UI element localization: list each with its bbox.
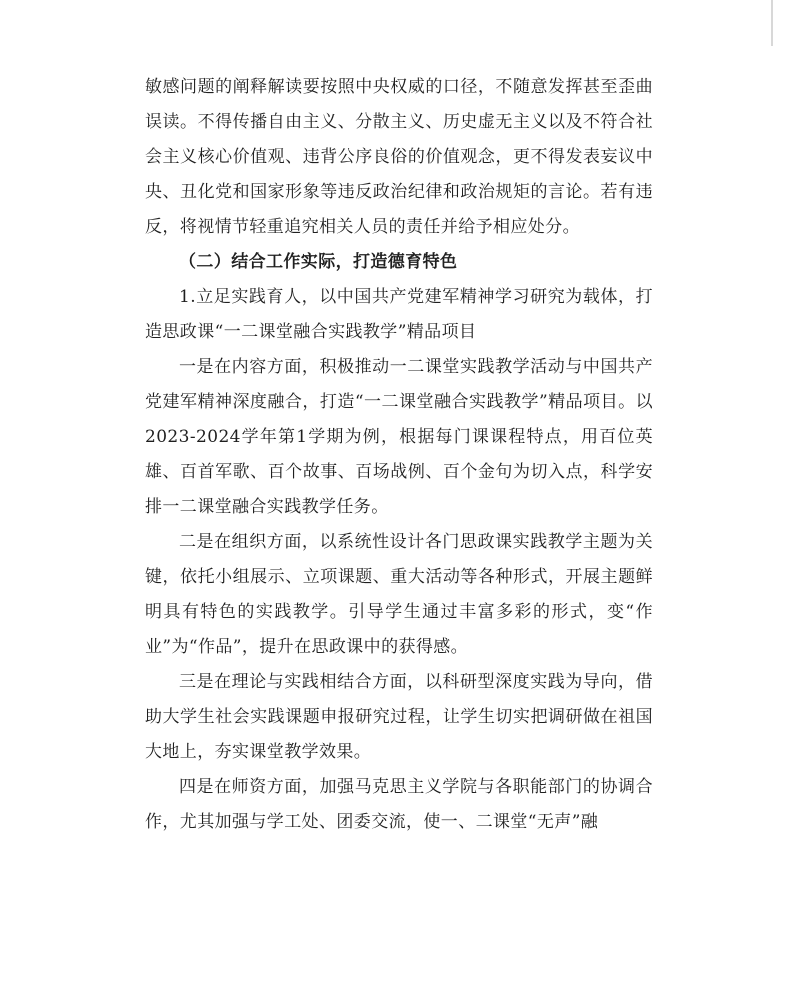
document-body: [145, 70, 653, 840]
continuation-paragraph: 敏感问题的阐释解读要按照中央权威的口径，不随意发挥甚至歪曲误读。不得传播自由主义、分散主义、历史虚无主义以及不符合社会主义核心价值观、违背公序良俗的价值观念，更不得发表妄议中央、丑化党和国家形象等违反政治纪律和政治规矩的言论。若有违反，将视情节轻重追究相关人员的责任并给予相应处分。: [145, 77, 653, 237]
section-heading: （二）结合工作实际，打造德育特色: [179, 252, 458, 272]
subsection-heading: 1.立足实践育人，以中国共产党建军精神学习研究为载体，打造思政课“一二课堂融合实践教学”精品项目: [145, 287, 653, 342]
body-paragraph-organization: 二是在组织方面，以系统性设计各门思政课实践教学主题为关键，依托小组展示、立项课题、重大活动等各种形式，开展主题鲜明具有特色的实践教学。引导学生通过丰富多彩的形式，变“作业”为“作品”，提升在思政课中的获得感。: [145, 532, 653, 657]
body-paragraph-theory-practice: 三是在理论与实践相结合方面，以科研型深度实践为导向，借助大学生社会实践课题申报研究过程，让学生切实把调研做在祖国大地上，夯实课堂教学效果。: [145, 672, 653, 762]
body-paragraph-content: 一是在内容方面，积极推动一二课堂实践教学活动与中国共产党建军精神深度融合，打造“一二课堂融合实践教学”精品项目。以2023-2024学年第1学期为例，根据每门课课程特点，用百位英雄、百首军歌、百个故事、百场战例、百个金句为切入点，科学安排一二课堂融合实践教学任务。: [145, 357, 653, 517]
body-paragraph-faculty: 四是在师资方面，加强马克思主义学院与各职能部门的协调合作，尤其加强与学工处、团委交流，使一、二课堂“无声”融: [145, 777, 653, 832]
scan-edge-mark: [771, 0, 773, 46]
